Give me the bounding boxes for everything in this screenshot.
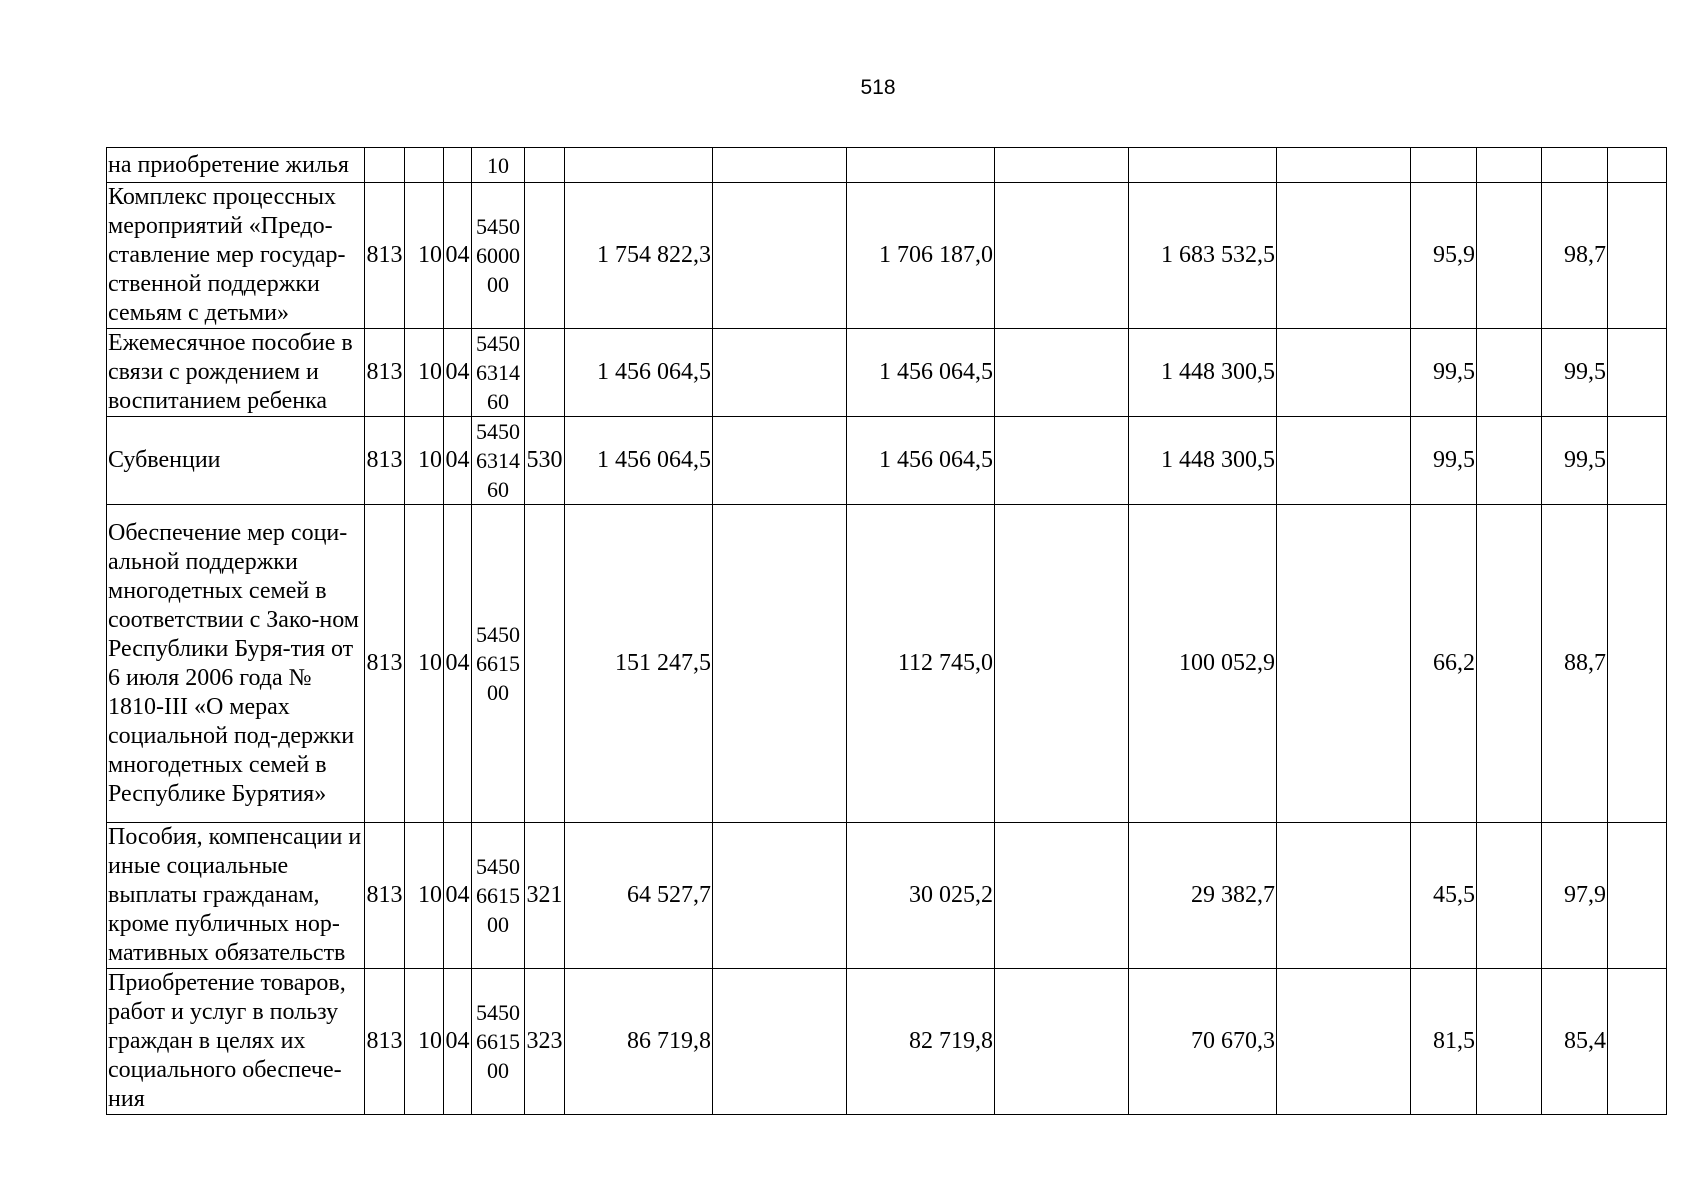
- target-article-part: 60: [487, 389, 509, 414]
- row-percent-1: [1411, 148, 1477, 183]
- blank-cell: [1608, 183, 1667, 329]
- row-percent-2: 99,5: [1542, 329, 1608, 417]
- row-name: Пособия, компенсации и иные социальные выплаты гражданам, кроме публичных нор-мативных обязательств: [107, 823, 365, 969]
- row-percent-1: 95,9: [1411, 183, 1477, 329]
- row-expense-type: [525, 148, 565, 183]
- target-article-part: 5450: [476, 331, 520, 356]
- row-code: [365, 148, 405, 183]
- row-target-article: [472, 329, 525, 417]
- row-amount-1: 151 247,5: [565, 505, 713, 823]
- row-amount-1: 64 527,7: [565, 823, 713, 969]
- row-section: [405, 148, 444, 183]
- blank-cell: [1477, 505, 1542, 823]
- row-percent-1: 99,5: [1411, 329, 1477, 417]
- target-article-part: 5450: [476, 214, 520, 239]
- row-amount-3: 1 448 300,5: [1129, 329, 1277, 417]
- row-name: на приобретение жилья: [107, 148, 365, 183]
- row-amount-1: [565, 148, 713, 183]
- blank-cell: [1608, 329, 1667, 417]
- row-target-article: [472, 148, 525, 183]
- blank-cell: [713, 148, 847, 183]
- row-subsection: 04: [444, 417, 472, 505]
- table-row: [107, 823, 1667, 969]
- target-article-part: 10: [487, 152, 509, 178]
- target-article-part: 6000: [476, 243, 520, 268]
- table-body: [107, 148, 1667, 1115]
- row-expense-type: 530: [525, 417, 565, 505]
- table-row: [107, 969, 1667, 1115]
- row-amount-3: 1 448 300,5: [1129, 417, 1277, 505]
- target-article-part: 5450: [476, 1000, 520, 1025]
- row-subsection: 04: [444, 329, 472, 417]
- target-article-part: 5450: [476, 419, 520, 444]
- blank-cell: [1608, 823, 1667, 969]
- row-percent-1: 81,5: [1411, 969, 1477, 1115]
- row-amount-2: [847, 148, 995, 183]
- blank-cell: [1477, 969, 1542, 1115]
- target-article-part: 00: [487, 272, 509, 297]
- row-amount-2: 1 706 187,0: [847, 183, 995, 329]
- row-section: 10: [405, 505, 444, 823]
- row-subsection: 04: [444, 969, 472, 1115]
- row-expense-type: [525, 329, 565, 417]
- blank-cell: [995, 329, 1129, 417]
- blank-cell: [713, 329, 847, 417]
- blank-cell: [995, 969, 1129, 1115]
- blank-cell: [1608, 417, 1667, 505]
- row-section: 10: [405, 417, 444, 505]
- row-target-article: [472, 823, 525, 969]
- row-subsection: 04: [444, 505, 472, 823]
- blank-cell: [995, 148, 1129, 183]
- blank-cell: [995, 417, 1129, 505]
- target-article-part: 6615: [476, 883, 520, 908]
- target-article-part: 60: [487, 477, 509, 502]
- blank-cell: [713, 969, 847, 1115]
- row-expense-type: [525, 505, 565, 823]
- row-subsection: 04: [444, 823, 472, 969]
- row-amount-2: 1 456 064,5: [847, 329, 995, 417]
- row-amount-3: [1129, 148, 1277, 183]
- blank-cell: [713, 183, 847, 329]
- row-code: 813: [365, 505, 405, 823]
- budget-table: [106, 147, 1667, 1115]
- row-percent-1: 99,5: [1411, 417, 1477, 505]
- row-expense-type: 321: [525, 823, 565, 969]
- blank-cell: [1477, 417, 1542, 505]
- row-percent-2: 97,9: [1542, 823, 1608, 969]
- target-article-part: 00: [487, 1058, 509, 1083]
- target-article-part: 00: [487, 680, 509, 705]
- blank-cell: [1608, 148, 1667, 183]
- row-percent-2: 98,7: [1542, 183, 1608, 329]
- target-article-part: 5450: [476, 854, 520, 879]
- row-subsection: [444, 148, 472, 183]
- row-section: 10: [405, 183, 444, 329]
- row-name: Субвенции: [107, 417, 365, 505]
- row-amount-2: 1 456 064,5: [847, 417, 995, 505]
- blank-cell: [1277, 505, 1411, 823]
- target-article-part: 6314: [476, 360, 520, 385]
- blank-cell: [1277, 183, 1411, 329]
- blank-cell: [1277, 148, 1411, 183]
- row-expense-type: 323: [525, 969, 565, 1115]
- row-subsection: 04: [444, 183, 472, 329]
- row-percent-2: 99,5: [1542, 417, 1608, 505]
- blank-cell: [1277, 417, 1411, 505]
- row-amount-3: 70 670,3: [1129, 969, 1277, 1115]
- blank-cell: [1477, 823, 1542, 969]
- row-expense-type: [525, 183, 565, 329]
- blank-cell: [1277, 329, 1411, 417]
- blank-cell: [1608, 969, 1667, 1115]
- target-article-part: 6615: [476, 1029, 520, 1054]
- blank-cell: [1477, 148, 1542, 183]
- row-code: 813: [365, 417, 405, 505]
- table-row: [107, 183, 1667, 329]
- target-article-part: 6615: [476, 651, 520, 676]
- table-row: [107, 148, 1667, 183]
- row-target-article: [472, 417, 525, 505]
- row-percent-2: 85,4: [1542, 969, 1608, 1115]
- blank-cell: [1608, 505, 1667, 823]
- row-name: Обеспечение мер соци-альной поддержки многодетных семей в соответствии с Зако-ном Республики Буря-тия от 6 июля 2006 года № 1810-III «О мерах социальной под-держки многодетных семей в Республике Бурятия»: [107, 505, 365, 823]
- target-article-part: 6314: [476, 448, 520, 473]
- row-code: 813: [365, 823, 405, 969]
- table-row: [107, 329, 1667, 417]
- row-amount-1: 1 754 822,3: [565, 183, 713, 329]
- row-amount-3: 1 683 532,5: [1129, 183, 1277, 329]
- row-code: 813: [365, 969, 405, 1115]
- row-code: 813: [365, 183, 405, 329]
- page-number: 518: [860, 76, 896, 99]
- row-section: 10: [405, 329, 444, 417]
- row-target-article: [472, 505, 525, 823]
- blank-cell: [713, 505, 847, 823]
- blank-cell: [995, 183, 1129, 329]
- target-article-part: 00: [487, 912, 509, 937]
- blank-cell: [1477, 183, 1542, 329]
- row-amount-2: 82 719,8: [847, 969, 995, 1115]
- blank-cell: [1277, 823, 1411, 969]
- row-percent-1: 45,5: [1411, 823, 1477, 969]
- row-amount-1: 1 456 064,5: [565, 417, 713, 505]
- row-code: 813: [365, 329, 405, 417]
- row-name: Комплекс процессных мероприятий «Предо-ставление мер государ-ственной поддержки семьям с детьми»: [107, 183, 365, 329]
- row-amount-1: 1 456 064,5: [565, 329, 713, 417]
- blank-cell: [995, 823, 1129, 969]
- row-section: 10: [405, 969, 444, 1115]
- row-amount-3: 29 382,7: [1129, 823, 1277, 969]
- table-row: [107, 505, 1667, 823]
- row-target-article: [472, 969, 525, 1115]
- row-section: 10: [405, 823, 444, 969]
- blank-cell: [713, 823, 847, 969]
- row-amount-2: 112 745,0: [847, 505, 995, 823]
- table-row: [107, 417, 1667, 505]
- row-percent-2: 88,7: [1542, 505, 1608, 823]
- row-percent-1: 66,2: [1411, 505, 1477, 823]
- row-amount-3: 100 052,9: [1129, 505, 1277, 823]
- row-name: Приобретение товаров, работ и услуг в пользу граждан в целях их социального обеспече-ния: [107, 969, 365, 1115]
- blank-cell: [1477, 329, 1542, 417]
- row-amount-2: 30 025,2: [847, 823, 995, 969]
- row-name: Ежемесячное пособие в связи с рождением и воспитанием ребенка: [107, 329, 365, 417]
- blank-cell: [1277, 969, 1411, 1115]
- target-article-part: 5450: [476, 622, 520, 647]
- blank-cell: [713, 417, 847, 505]
- row-amount-1: 86 719,8: [565, 969, 713, 1115]
- row-target-article: [472, 183, 525, 329]
- blank-cell: [995, 505, 1129, 823]
- row-percent-2: [1542, 148, 1608, 183]
